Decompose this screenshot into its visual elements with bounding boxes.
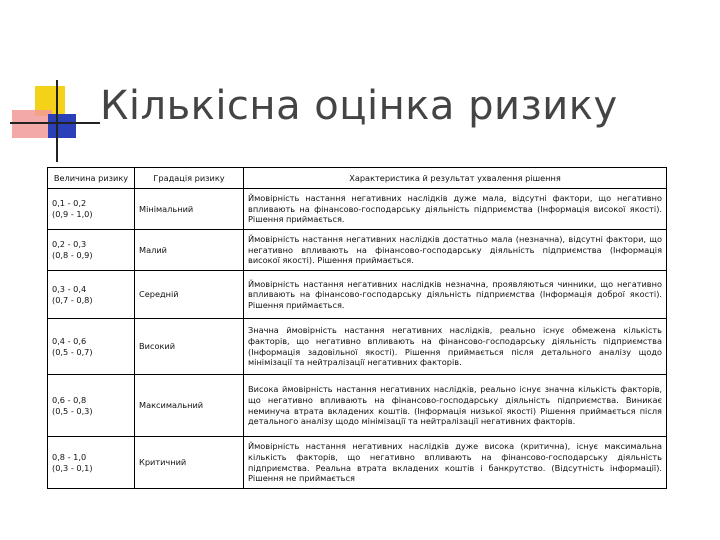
risk-range: 0,1 - 0,2 — [52, 198, 87, 209]
table-row — [48, 375, 667, 437]
column-header-risk-value: Величина ризику — [48, 168, 135, 189]
slide-title: Кількісна оцінка ризику — [100, 83, 618, 129]
risk-value-cell — [48, 189, 135, 230]
table-row — [48, 230, 667, 271]
risk-grade-cell: Малий — [135, 230, 244, 271]
table-header-row — [48, 168, 667, 189]
risk-value-cell — [48, 319, 135, 375]
risk-range-alt: (0,5 - 0,7) — [52, 346, 93, 357]
table-row — [48, 437, 667, 489]
risk-range: 0,4 - 0,6 — [52, 335, 87, 346]
table-row — [48, 271, 667, 319]
decor-vertical-line — [56, 80, 58, 162]
risk-range: 0,6 - 0,8 — [52, 394, 87, 405]
decor-red-square — [12, 110, 52, 138]
decor-horizontal-line — [10, 122, 100, 124]
risk-assessment-table — [47, 167, 667, 489]
decor-blue-square — [48, 114, 76, 138]
risk-grade-cell: Критичний — [135, 437, 244, 489]
risk-grade-cell: Високий — [135, 319, 244, 375]
risk-grade-cell: Середній — [135, 271, 244, 319]
table-row — [48, 319, 667, 375]
table-row — [48, 189, 667, 230]
risk-range-alt: (0,8 - 0,9) — [52, 250, 93, 260]
risk-range-alt: (0,7 - 0,8) — [52, 294, 93, 305]
column-header-characteristics: Характеристика й результат ухвалення рішення — [244, 168, 667, 189]
risk-value-cell — [48, 230, 135, 271]
risk-description-cell: Ймовірність настання негативних наслідків достатньо мала (незначна), відсутні фактори, що негативно впливають на фінансово-господарську діяльність підприємства (Інформація високої якості). Рішення приймається. — [244, 230, 667, 271]
risk-range: 0,2 - 0,3 — [52, 239, 87, 250]
risk-description-cell: Значна ймовірність настання негативних наслідків, реально існує обмежена кількість факторів, що негативно впливають на фінансово-господарську діяльність підприємства (Інформація задовільної якості). Рішення приймається після детального аналізу щодо мінімізації та нейтралізації негативних факторів. — [244, 319, 667, 375]
risk-range-alt: (0,3 - 0,1) — [52, 462, 93, 473]
risk-value-cell — [48, 375, 135, 437]
risk-value-cell — [48, 271, 135, 319]
risk-range: 0,8 - 1,0 — [52, 451, 87, 462]
risk-value-cell — [48, 437, 135, 489]
risk-range: 0,3 - 0,4 — [52, 283, 87, 294]
risk-description-cell: Висока ймовірність настання негативних наслідків, реально існує значна кількість факторів, що негативно впливають на фінансово-господарську діяльність підприємства. Виникає неминуча втрата вкладених коштів. (Інформація низької якості) Рішення приймається після детального аналізу щодо мінімізації та нейтралізації негативних факторів. — [244, 375, 667, 437]
risk-grade-cell: Максимальний — [135, 375, 244, 437]
column-header-risk-grade: Градація ризику — [135, 168, 244, 189]
risk-description-cell: Ймовірність настання негативних наслідків дуже висока (критична), існує максимальна кількість факторів, що негативно впливають на фінансово-господарську діяльність підприємства. Реальна втрата вкладених коштів і банкрутство. (Відсутність інформації). Рішення не приймається — [244, 437, 667, 489]
risk-grade-cell: Мінімальний — [135, 189, 244, 230]
risk-description-cell: Ймовірність настання негативних наслідків дуже мала, відсутні фактори, що негативно впливають на фінансово-господарську діяльність підприємства (Інформація високої якості). Рішення приймається. — [244, 189, 667, 230]
risk-description-cell: Ймовірність настання негативних наслідків незначна, проявляються чинники, що негативно впливають на фінансово-господарську діяльність підприємства (Інформація доброї якості). Рішення приймається. — [244, 271, 667, 319]
risk-range-alt: (0,9 - 1,0) — [52, 209, 93, 219]
risk-range-alt: (0,5 - 0,3) — [52, 405, 93, 416]
